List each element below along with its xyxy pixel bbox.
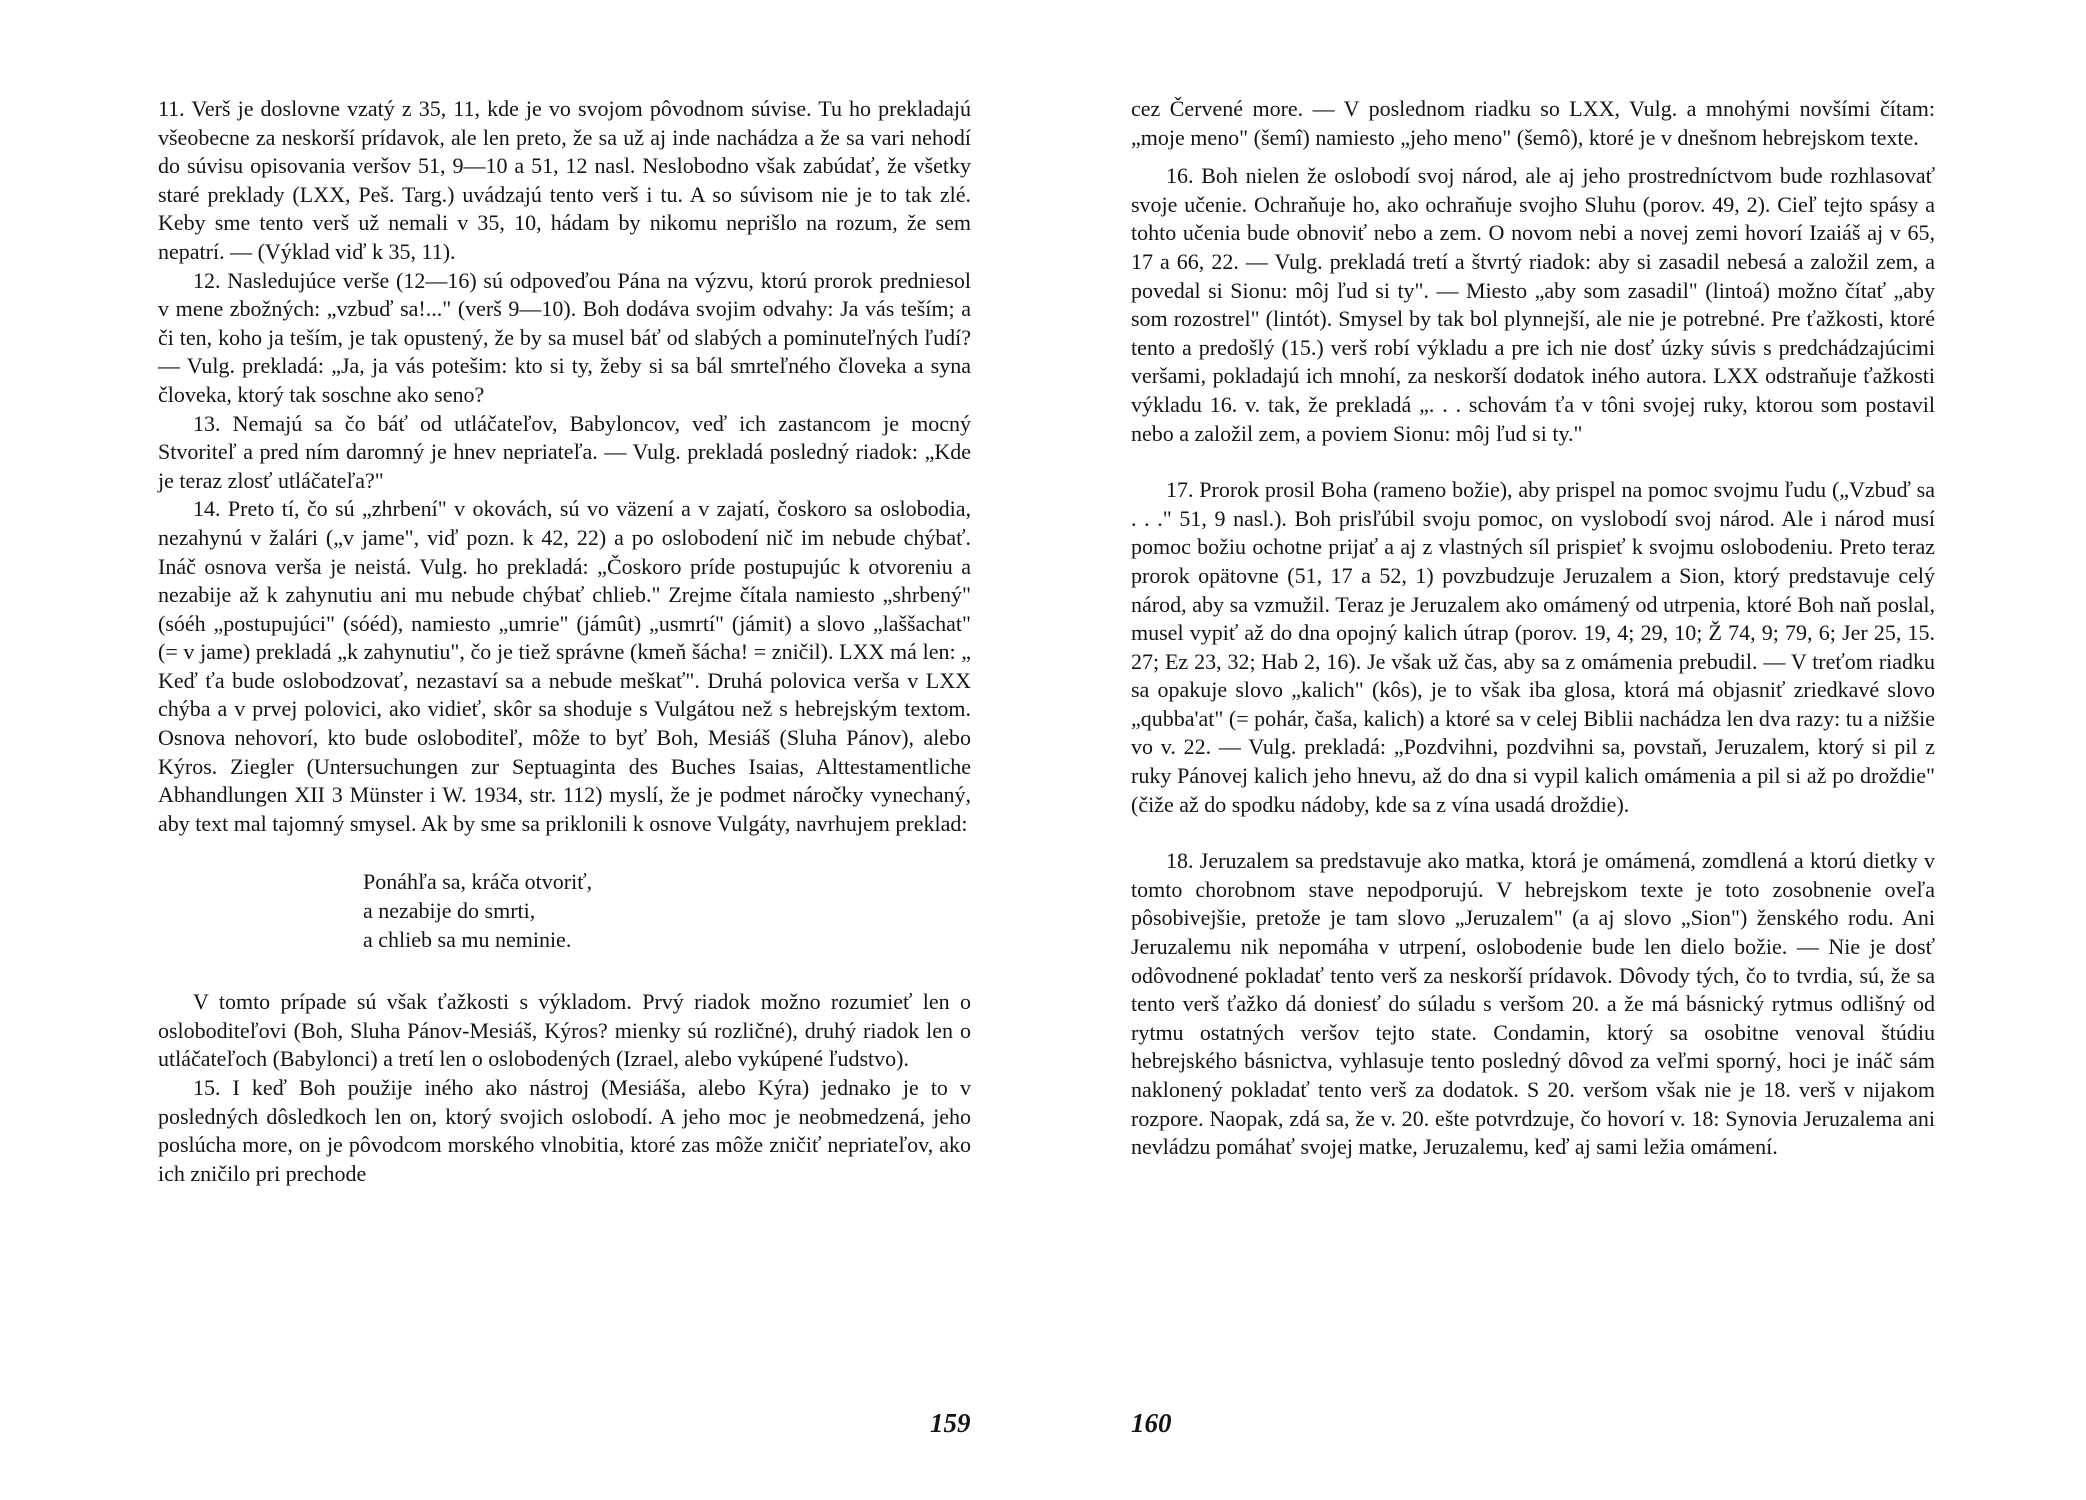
right-text-column <box>1131 95 1935 1162</box>
right-page <box>1043 0 2086 1500</box>
paragraph-verse-12: 12. Nasledujúce verše (12—16) sú odpoveďou Pána na výzvu, ktorú prorok predniesol v mene zbožných: „vzbuď sa!..." (verš 9—10). Boh dodáva svojim odvahy: Ja vás teším; a či ten, koho ja teším, je tak opustený, že by sa musel báť od slabých a pominuteľných ľudí? — Vulg. prekladá: „Ja, ja vás potešim: kto si ty, žeby si sa bál smrteľného človeka a syna človeka, ktorý tak soschne ako seno? <box>158 267 971 407</box>
paragraph-verse-11: 11. Verš je doslovne vzatý z 35, 11, kde je vo svojom pôvodnom súvise. Tu ho prekladajú všeobecne za neskorší prídavok, ale len preto, že sa už aj inde nachádza a že sa vari nehodí do súvisu opisovania veršov 51, 9—10 a 51, 12 nasl. Neslobodno však zabúdať, že všetky staré preklady (LXX, Peš. Targ.) uvádzajú tento verš i tu. A so súvisom nie je to tak zlé. Keby sme tento verš už nemali v 35, 10, hádam by nikomu neprišlo na rozum, že sem nepatrí. — (Výklad viď k 35, 11). <box>158 96 971 264</box>
page-number-right: 160 <box>1131 1408 1172 1438</box>
paragraph-verse-15: 15. I keď Boh použije iného ako nástroj (Mesiáša, alebo Kýra) jednako je to v posledných dôsledkoch len on, ktorý svojich oslobodí. A jeho moc je neobmedzená, jeho poslúcha more, on je pôvodcom morského vlnobitia, ktoré zas môže zničiť nepriateľov, ako ich zničilo pri prechode <box>158 1075 971 1186</box>
poem-line: Ponáhľa sa, kráča otvoriť, <box>363 869 593 895</box>
paragraph-verse-18: 18. Jeruzalem sa predstavuje ako matka, ktorá je omámená, zomdlená a ktorú dietky v tomto chorobnom stave nepodporujú. V hebrejskom texte je toto zosobnenie oveľa pôsobivejšie, pretože je tam slovo „Jeruzalem" (a aj slovo „Sion") ženského rodu. Ani Jeruzalemu nik nepomáha v utrpení, oslobodenie bude len dielo božie. — Nie je dosť odôvodnené pokladať tento verš za neskorší prídavok. Dôvody tých, čo to tvrdia, sú, že sa tento verš ťažko dá doniesť do súladu s veršom 20. a že má básnický rytmus odlišný od rytmu ostatných veršov tejto state. Condamin, ktorý sa osobitne venoval štúdiu hebrejského básnictva, vyhlasuje tento posledný dôvod za veľmi sporný, hoci je ináč sám naklonený pokladať tento verš za dodatok. S 20. veršom však nie je 18. verš v nijakom rozpore. Naopak, zdá sa, že v. 20. ešte potvrdzuje, čo hovorí v. 18: Synovia Jeruzalema ani nevládzu pomáhať svojej matke, Jeruzalemu, keď aj sami ležia omámení. <box>1131 848 1935 1160</box>
poem-line: a nezabije do smrti, <box>363 898 536 924</box>
paragraph-verse-13: 13. Nemajú sa čo báť od utláčateľov, Babyloncov, veď ich zastancom je mocný Stvoriteľ a pred ním daromný je hnev nepriateľa. — Vulg. prekladá posledný riadok: „Kde je teraz zlosť utláčateľa?" <box>158 410 971 493</box>
poem-line: a chlieb sa mu neminie. <box>363 926 572 952</box>
poem-translation <box>363 868 971 954</box>
paragraph-verse-15-continued: cez Červené more. — V poslednom riadku so LXX, Vulg. a mnohými novšími čítam: „moje meno" (šemî) namiesto „jeho meno" (šemô), ktoré je v dnešnom hebrejskom texte. <box>1131 96 1935 150</box>
paragraph-verse-14: 14. Preto tí, čo sú „zhrbení" v okovách, sú vo väzení a v zajatí, čoskoro sa oslobodia, nezahynú v žalári („v jame", viď pozn. k 42, 22) a po oslobodení nič im nebude chýbať. Ináč osnova verša je neistá. Vulg. ho prekladá: „Čoskoro príde postupujúc k otvoreniu a nezabije až k zahynutiu ani mu nebude chýbať chlieb." Zrejme čítala namiesto „shrbený" (sóéh „postupujúci" (sóéd), namiesto „umrie" (jámût) „usmrtí" (jámit) a slovo „laššachat" (= v jame) prekladá „k zahynutiu", čo je tiež správne (kmeň šácha! = zničil). LXX má len: „ Keď ťa bude oslobodzovať, nezastaví sa a nebude meškať". Druhá polovica verša v LXX chýba a v prvej polovici, ako vidieť, skôr sa shoduje s Vulgátou než s hebrejským textom. Osnova nehovorí, kto bude osloboditeľ, môže to byť Boh, Mesiáš (Sluha Pánov), alebo Kýros. Ziegler (Untersuchungen zur Septuaginta des Buches Isaias, Alttestamentliche Abhandlungen XII 3 Münster i W. 1934, str. 112) myslí, že je podmet náročky vynechaný, aby text mal tajomný smysel. Ak by sme sa priklonili k osnove Vulgáty, navrhujem preklad: <box>158 496 971 836</box>
paragraph-verse-17: 17. Prorok prosil Boha (rameno božie), aby prispel na pomoc svojmu ľudu („Vzbuď sa . . ." 51, 9 nasl.). Boh prisľúbil svoju pomoc, on vyslobodí svoj národ. Ale i národ musí pomoc božiu ochotne prijať a aj z vlastných síl prispieť k svojmu oslobodeniu. Preto teraz prorok opätovne (51, 17 a 52, 1) povzbudzuje Jeruzalem a Sion, ktorý predstavuje celý národ, aby sa vzmužil. Teraz je Jeruzalem ako omámený od utrpenia, ktoré Boh naň poslal, musel vypiť až do dna opojný kalich útrap (porov. 19, 4; 29, 10; Ž 74, 9; 79, 6; Jer 25, 15. 27; Ez 23, 32; Hab 2, 16). Je však už čas, aby sa z omámenia prebudil. — V treťom riadku sa opakuje slovo „kalich" (kôs), je to však iba glosa, ktorá má objasniť zriedkavé slovo „qubba'at" (= pohár, čaša, kalich) a ktoré sa v celej Biblii nachádza len dva razy: tu a nižšie vo v. 22. — Vulg. prekladá: „Pozdvihni, pozdvihni sa, povstaň, Jeruzalem, ktorý si pil z ruky Pánovej kalich jeho hnevu, až do dna si vypil kalich omámenia a pil si až po droždie" (čiže až do spodku nádoby, kde sa z vína usadá droždie). <box>1131 477 1935 817</box>
page-number-left: 159 <box>930 1408 971 1438</box>
paragraph-interpretation: V tomto prípade sú však ťažkosti s výkladom. Prvý riadok možno rozumieť len o osloboditeľovi (Boh, Sluha Pánov-Mesiáš, Kýros? mienky sú rozličné), druhý riadok len o utláčateľoch (Babylonci) a tretí len o oslobodených (Izrael, alebo vykúpené ľudstvo). <box>158 989 971 1072</box>
left-text-column <box>158 95 971 1188</box>
paragraph-verse-16: 16. Boh nielen že oslobodí svoj národ, ale aj jeho prostredníctvom bude rozhlasovať svoje učenie. Ochraňuje ho, ako ochraňuje svojho Sluhu (porov. 49, 2). Cieľ tejto spásy a tohto učenia bude obnoviť nebo a zem. O novom nebi a novej zemi hovorí Izaiáš aj v 65, 17 a 66, 22. — Vulg. prekladá tretí a štvrtý riadok: aby si zasadil nebesá a založil zem, a povedal si Sionu: môj ľud si ty". — Miesto „aby som zasadil" (lintoá) možno čítať „aby som rozostrel" (lintót). Smysel by tak bol plynnejší, ale nie je potrebné. Pre ťažkosti, ktoré tento a predošlý (15.) verš robí výkladu a pre ich nie dosť úzky súvis s predchádzajúcimi veršami, pokladajú ich mnohí, za neskorší dodatok iného autora. LXX odstraňuje ťažkosti výkladu 16. v. tak, že prekladá „. . . schovám ťa v tôni svojej ruky, ktorou som postavil nebo a založil zem, a poviem Sionu: môj ľud si ty." <box>1131 163 1935 446</box>
